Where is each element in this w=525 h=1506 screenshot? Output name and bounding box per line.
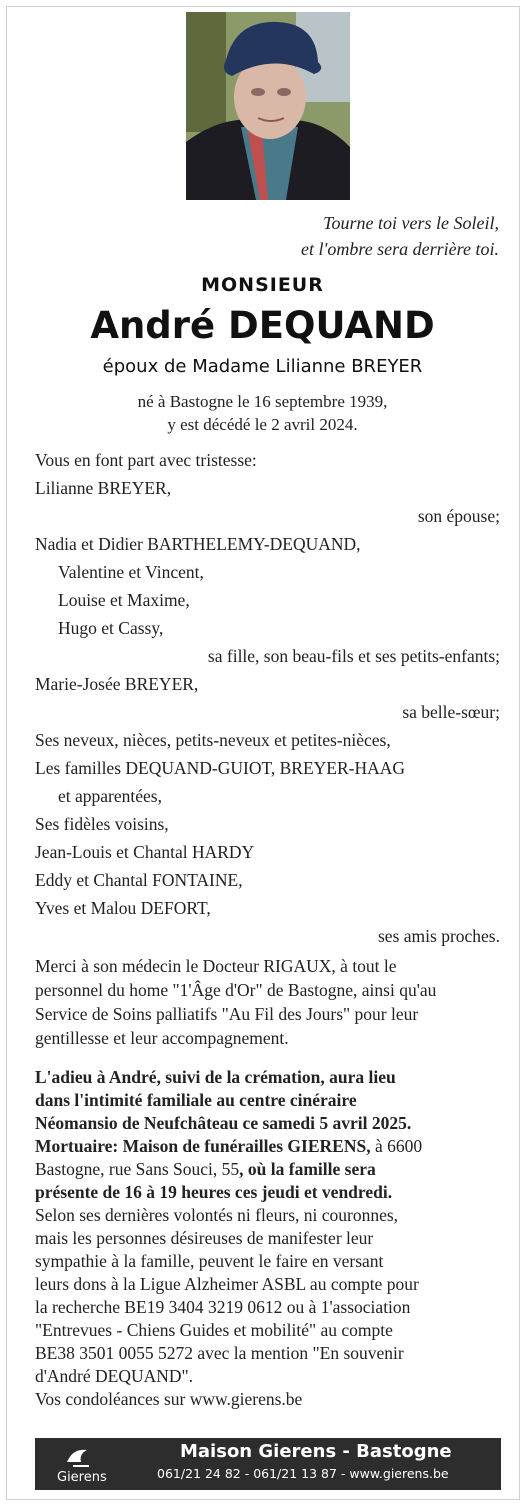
funeral-home-name: Maison Gierens - Bastogne [180,1441,452,1462]
thanks-line: Merci à son médecin le Docteur RIGAUX, à tout le [35,956,397,976]
family-line: Valentine et Vincent, [58,562,204,582]
epitaph-quote [301,210,499,262]
spouse-line: époux de Madame Lilianne BREYER [102,356,423,377]
quote-line-1: Tourne toi vers le Soleil, [323,213,499,233]
logo-text: Gierens [57,1470,107,1485]
condolences-line: Vos condoléances sur www.gierens.be [35,1389,303,1409]
family-line: et apparentées, [58,786,162,806]
ceremony-line: leurs dons à la Ligue Alzheimer ASBL au compte pour [35,1274,419,1294]
family-intro: Vous en font part avec tristesse: [35,450,257,470]
family-line: Nadia et Didier BARTHELEMY-DEQUAND, [35,534,361,554]
portrait-photo [186,12,350,200]
family-line: Lilianne BREYER, [35,478,172,498]
family-line: Ses fidèles voisins, [35,814,169,834]
quote-line-2: et l'ombre sera derrière toi. [301,239,499,259]
ceremony-line: dans l'intimité familiale au centre cinéraire [35,1090,357,1110]
family-presence: , où la famille sera [239,1159,376,1179]
thanks-line: personnel du home "1'Âge d'Or" de Bastogne, ainsi qu'au [35,980,437,1000]
funeral-home-banner [35,1438,501,1490]
birth-death-info [0,390,525,436]
ceremony-line: d'André DEQUAND". [35,1366,194,1386]
ceremony-line: mais les personnes désireuses de manifester leur [35,1228,374,1248]
honorific: MONSIEUR [201,274,324,296]
thanks-line: Service de Soins palliatifs "Au Fil des Jours" pour leur [35,1004,419,1024]
mortuary-label: Mortuaire: Maison de funérailles GIERENS, [35,1136,371,1156]
family-line: Ses neveux, nièces, petits-neveux et petites-nièces, [35,730,391,750]
deceased-name: André DEQUAND [90,304,435,347]
thanks-paragraph [35,954,505,1050]
death-line: y est décédé le 2 avril 2024. [167,415,358,434]
mortuary-address: Bastogne, rue Sans Souci, 55 [35,1159,240,1179]
relation-line: ses amis proches. [378,926,500,946]
family-line: Jean-Louis et Chantal HARDY [35,842,255,862]
family-line: Hugo et Cassy, [58,618,164,638]
logo-mark-icon [43,1444,115,1470]
ceremony-line: "Entrevues - Chiens Guides et mobilité" au compte [35,1320,393,1340]
relation-line: sa fille, son beau-fils et ses petits-enfants; [207,646,500,666]
address-line [35,1158,505,1181]
ceremony-line: Néomansio de Neufchâteau ce samedi 5 avril 2025. [35,1113,412,1133]
relation-line: sa belle-sœur; [402,702,500,722]
birth-line: né à Bastogne le 16 septembre 1939, [137,392,388,411]
ceremony-line: sympathie à la famille, peuvent le faire en versant [35,1251,384,1271]
mortuary-postcode: à 6600 [370,1136,423,1156]
family-line: Yves et Malou DEFORT, [35,898,211,918]
relation-line: son épouse; [417,506,500,526]
ceremony-line: présente de 16 à 19 heures ces jeudi et vendredi. [35,1182,393,1202]
family-line: Eddy et Chantal FONTAINE, [35,870,243,890]
family-line: Marie-Josée BREYER, [35,674,199,694]
ceremony-line: Selon ses dernières volontés ni fleurs, ni couronnes, [35,1205,399,1225]
ceremony-line: BE38 3501 0055 5272 avec la mention "En souvenir [35,1343,404,1363]
ceremony-line: L'adieu à André, suivi de la crémation, aura lieu [35,1067,396,1087]
gierens-logo [43,1444,115,1486]
funeral-home-contact: 061/21 24 82 - 061/21 13 87 - www.gierens.be [157,1466,449,1481]
family-line: Les familles DEQUAND-GUIOT, BREYER-HAAG [35,758,406,778]
mortuary-line [35,1135,505,1158]
family-line: Louise et Maxime, [58,590,190,610]
ceremony-paragraph [35,1066,505,1411]
ceremony-line: la recherche BE19 3404 3219 0612 ou à 1'association [35,1297,411,1317]
thanks-line: gentillesse et leur accompagnement. [35,1028,289,1048]
